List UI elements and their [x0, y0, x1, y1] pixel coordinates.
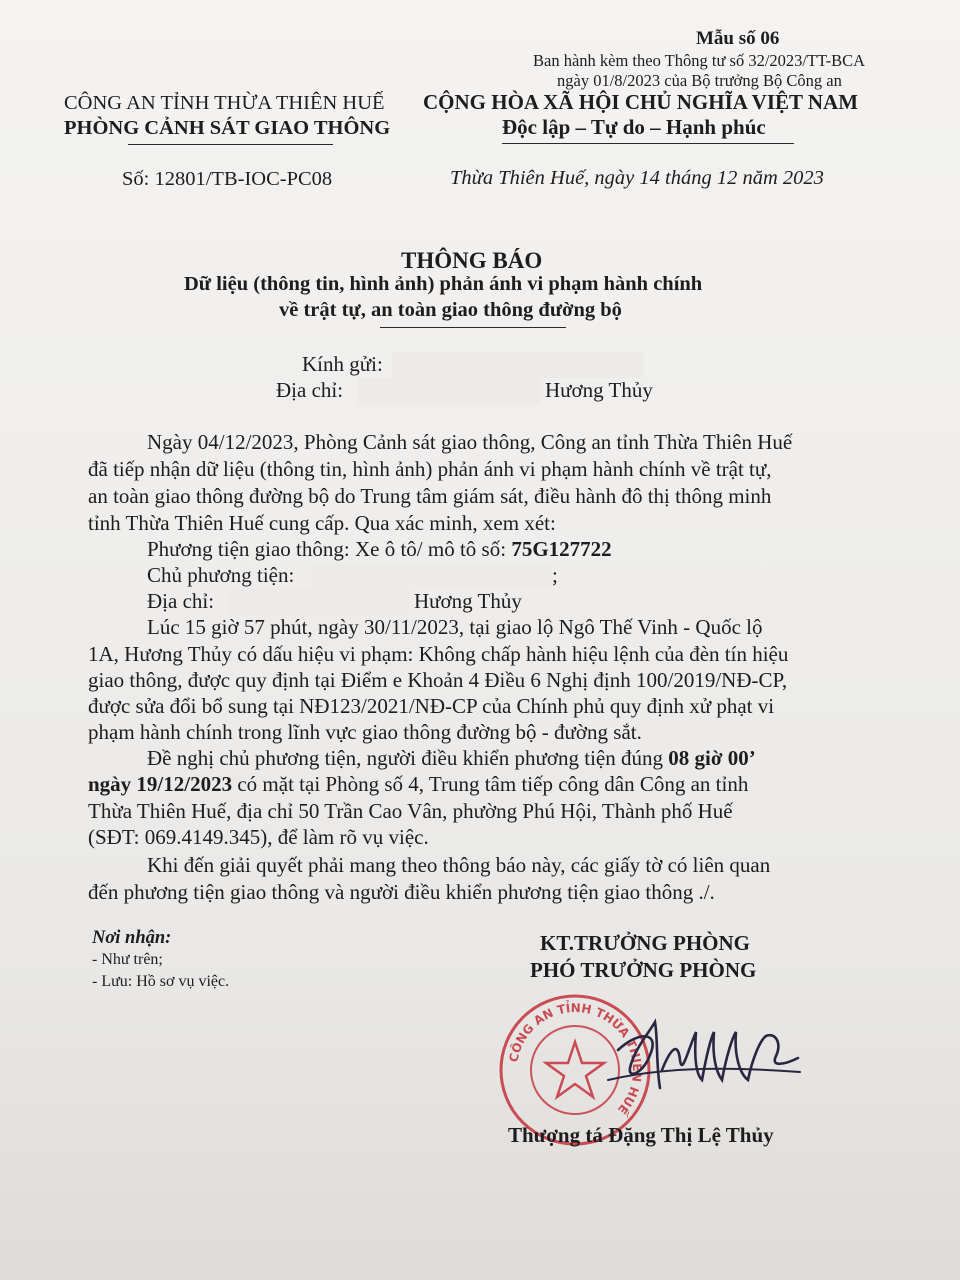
signer-title-1: KT.TRƯỞNG PHÒNG [540, 931, 750, 955]
body-p3-line1 [147, 746, 756, 771]
recipients-item-2: - Lưu: Hồ sơ vụ việc. [92, 973, 230, 990]
redacted-address [358, 378, 540, 404]
body-p2-line2: 1A, Hương Thủy có dấu hiệu vi phạm: Không chấp hành hiệu lệnh của đèn tín hiệu [88, 642, 789, 666]
owner-suffix: ; [552, 563, 558, 587]
handwritten-signature-icon [600, 1010, 810, 1100]
body-p3-line4: (SĐT: 069.4149.345), để làm rõ vụ việc. [88, 825, 429, 849]
redacted-owner [312, 563, 552, 589]
address-value: Hương Thủy [545, 378, 653, 402]
vehicle-line [147, 537, 612, 562]
title-underline [380, 327, 566, 328]
notice-subtitle-2: về trật tự, an toàn giao thông đường bộ [279, 299, 622, 321]
body-p1-line4: tỉnh Thừa Thiên Huế cung cấp. Qua xác minh, xem xét: [88, 511, 556, 535]
notice-title: THÔNG BÁO [401, 248, 543, 273]
stamp-lettering: CÔNG AN TỈNH THỪA THIÊN HUẾ [506, 1000, 645, 1117]
country-name: CỘNG HÒA XÃ HỘI CHỦ NGHĨA VIỆT NAM [423, 90, 859, 114]
place-date: Thừa Thiên Huế, ngày 14 tháng 12 năm 2023 [450, 167, 824, 189]
owner-address-value: Hương Thủy [414, 589, 522, 613]
form-issued-line2: ngày 01/8/2023 của Bộ trưởng Bộ Công an [557, 71, 842, 90]
body-p3-line2 [88, 772, 748, 797]
motto-underline [502, 143, 794, 144]
appointment-time: 08 giờ 00’ [668, 746, 756, 770]
owner-address-label: Địa chỉ: [147, 589, 215, 613]
appointment-date: ngày 19/12/2023 [88, 772, 233, 796]
to-label: Kính gửi: [302, 352, 383, 376]
body-p1-line1: Ngày 04/12/2023, Phòng Cảnh sát giao thông, Công an tỉnh Thừa Thiên Huế [147, 430, 793, 454]
address-label: Địa chỉ: [276, 378, 344, 402]
vehicle-label: Phương tiện giao thông: Xe ô tô/ mô tô số: [147, 537, 512, 561]
body-p4-line1: Khi đến giải quyết phải mang theo thông báo này, các giấy tờ có liên quan [147, 853, 771, 877]
redacted-recipient [392, 352, 644, 378]
agency-name: CÔNG AN TỈNH THỪA THIÊN HUẾ [64, 92, 385, 114]
recipients-item-1: - Như trên; [92, 951, 163, 968]
notice-subtitle-1: Dữ liệu (thông tin, hình ảnh) phản ánh vi phạm hành chính [184, 273, 703, 295]
body-p2-line4: được sửa đổi bổ sung tại NĐ123/2021/NĐ-CP của Chính phủ quy định xử phạt vi [88, 694, 775, 718]
national-motto: Độc lập – Tự do – Hạnh phúc [502, 115, 766, 139]
recipients-label: Nơi nhận: [92, 928, 172, 948]
body-p1-line3: an toàn giao thông đường bộ do Trung tâm giám sát, điều hành đô thị thông minh [88, 484, 772, 508]
form-number: Mẫu số 06 [696, 28, 780, 49]
document-number: Số: 12801/TB-IOC-PC08 [122, 168, 333, 190]
body-p1-line2: đã tiếp nhận dữ liệu (thông tin, hình ảnh) phản ánh vi phạm hành chính về trật tự, [88, 457, 772, 481]
owner-label: Chủ phương tiện: [147, 563, 295, 587]
body-p3-line3: Thừa Thiên Huế, địa chỉ 50 Trần Cao Vân, phường Phú Hội, Thành phố Huế [88, 799, 733, 823]
vehicle-plate: 75G127722 [511, 537, 612, 561]
form-issued-line1: Ban hành kèm theo Thông tư số 32/2023/TT-BCA [533, 51, 866, 70]
body-p2-line3: giao thông, được quy định tại Điểm e Khoản 4 Điều 6 Nghị định 100/2019/NĐ-CP, [88, 668, 788, 692]
department-underline [128, 144, 333, 145]
body-p4-line2: đến phương tiện giao thông và người điều khiển phương tiện giao thông ./. [88, 880, 715, 904]
signer-title-2: PHÓ TRƯỞNG PHÒNG [530, 958, 757, 982]
signer-name: Thượng tá Đặng Thị Lệ Thủy [508, 1123, 774, 1147]
redacted-owner-address [228, 589, 410, 615]
body-p2-line1: Lúc 15 giờ 57 phút, ngày 30/11/2023, tại giao lộ Ngô Thế Vinh - Quốc lộ [147, 615, 763, 639]
body-p3-line1-text: Đề nghị chủ phương tiện, người điều khiển phương tiện đúng [147, 746, 669, 770]
body-p2-line5: phạm hành chính trong lĩnh vực giao thông đường bộ - đường sắt. [88, 720, 642, 744]
department-name: PHÒNG CẢNH SÁT GIAO THÔNG [64, 117, 391, 139]
body-p3-line2-text: có mặt tại Phòng số 4, Trung tâm tiếp công dân Công an tỉnh [232, 772, 749, 796]
